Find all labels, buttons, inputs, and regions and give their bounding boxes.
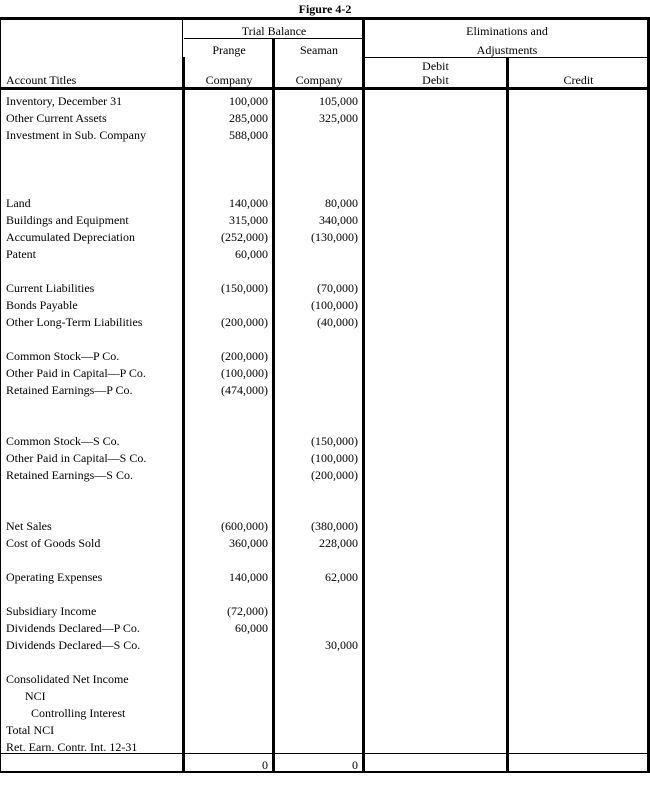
prange-value: (474,000) bbox=[221, 383, 268, 397]
header-debit: Debit bbox=[422, 73, 449, 87]
prange-value: 360,000 bbox=[229, 536, 268, 550]
account-title: Subsidiary Income bbox=[6, 604, 97, 618]
account-title: Operating Expenses bbox=[6, 570, 103, 584]
header-account-titles: Account Titles bbox=[6, 73, 77, 87]
seaman-value: (130,000) bbox=[311, 230, 358, 244]
prange-value: 315,000 bbox=[229, 213, 268, 227]
seaman-col-divider bbox=[362, 17, 365, 773]
account-title: Bonds Payable bbox=[6, 298, 78, 312]
account-title: Inventory, December 31 bbox=[6, 94, 123, 108]
account-title: Patent bbox=[6, 247, 36, 261]
header-eliminations-line2: Adjustments bbox=[476, 43, 538, 57]
prange-value: 285,000 bbox=[229, 111, 268, 125]
seaman-value: 340,000 bbox=[319, 213, 358, 227]
seaman-value: 80,000 bbox=[325, 196, 358, 210]
account-col-divider bbox=[182, 57, 185, 773]
account-title: Accumulated Depreciation bbox=[6, 230, 135, 244]
seaman-value: (40,000) bbox=[317, 315, 358, 329]
total-prange: 0 bbox=[262, 758, 268, 772]
prange-value: 60,000 bbox=[235, 247, 268, 261]
seaman-value: 30,000 bbox=[325, 638, 358, 652]
seaman-value: 105,000 bbox=[319, 94, 358, 108]
account-title: Ret. Earn. Contr. Int. 12-31 bbox=[6, 740, 138, 754]
prange-value: 100,000 bbox=[229, 94, 268, 108]
account-title: Retained Earnings—P Co. bbox=[6, 383, 133, 397]
debit-col-divider bbox=[506, 57, 509, 773]
seaman-value: (200,000) bbox=[311, 468, 358, 482]
account-title: Controlling Interest bbox=[31, 706, 126, 720]
prange-value: 140,000 bbox=[229, 196, 268, 210]
prange-value: (600,000) bbox=[221, 519, 268, 533]
left-border bbox=[0, 17, 1, 773]
header-prange-company: Company bbox=[205, 73, 253, 87]
header-trial-balance: Trial Balance bbox=[241, 24, 307, 38]
prange-value: 60,000 bbox=[235, 621, 268, 635]
account-title: Other Paid in Capital—P Co. bbox=[6, 366, 146, 380]
account-title: Common Stock—S Co. bbox=[6, 434, 120, 448]
account-title: Other Long-Term Liabilities bbox=[6, 315, 143, 329]
prange-value: (72,000) bbox=[227, 604, 268, 618]
seaman-value: (150,000) bbox=[311, 434, 358, 448]
prange-value: 588,000 bbox=[229, 128, 268, 142]
header-seaman-company: Company bbox=[295, 73, 343, 87]
prange-value: 140,000 bbox=[229, 570, 268, 584]
account-title: Dividends Declared—S Co. bbox=[6, 638, 141, 652]
seaman-value: 228,000 bbox=[319, 536, 358, 550]
total-seaman: 0 bbox=[352, 758, 358, 772]
seaman-value: (380,000) bbox=[311, 519, 358, 533]
account-title: Buildings and Equipment bbox=[6, 213, 129, 227]
top-border bbox=[0, 17, 650, 20]
figure-title: Figure 4-2 bbox=[298, 2, 352, 16]
account-title: Cost of Goods Sold bbox=[6, 536, 101, 550]
account-title: Dividends Declared—P Co. bbox=[6, 621, 140, 635]
account-title: Other Paid in Capital—S Co. bbox=[6, 451, 147, 465]
header-credit: Credit bbox=[563, 73, 594, 87]
seaman-value: (100,000) bbox=[311, 451, 358, 465]
seaman-value: (70,000) bbox=[317, 281, 358, 295]
account-title: Other Current Assets bbox=[6, 111, 107, 125]
prange-value: (150,000) bbox=[221, 281, 268, 295]
header-eliminations-line1: Eliminations and bbox=[466, 24, 548, 38]
prange-value: (100,000) bbox=[221, 366, 268, 380]
account-title: Total NCI bbox=[6, 723, 55, 737]
prange-col-divider bbox=[272, 38, 275, 773]
header-seaman-top: Seaman bbox=[300, 43, 338, 57]
account-title: Common Stock—P Co. bbox=[6, 349, 120, 363]
account-title: Consolidated Net Income bbox=[6, 672, 129, 686]
account-title: Net Sales bbox=[6, 519, 52, 533]
prange-value: (200,000) bbox=[221, 349, 268, 363]
account-title: NCI bbox=[25, 689, 46, 703]
header-debit-top: Debit bbox=[422, 59, 449, 73]
seaman-value: 62,000 bbox=[325, 570, 358, 584]
account-title: Investment in Sub. Company bbox=[6, 128, 146, 142]
seaman-value: 325,000 bbox=[319, 111, 358, 125]
header-prange-top: Prange bbox=[212, 43, 246, 57]
account-title: Current Liabilities bbox=[6, 281, 95, 295]
account-title: Retained Earnings—S Co. bbox=[6, 468, 133, 482]
prange-value: (252,000) bbox=[221, 230, 268, 244]
prange-value: (200,000) bbox=[221, 315, 268, 329]
header-bottom-border bbox=[0, 87, 650, 90]
account-title: Land bbox=[6, 196, 31, 210]
seaman-value: (100,000) bbox=[311, 298, 358, 312]
account-col-divider-header bbox=[182, 17, 183, 57]
